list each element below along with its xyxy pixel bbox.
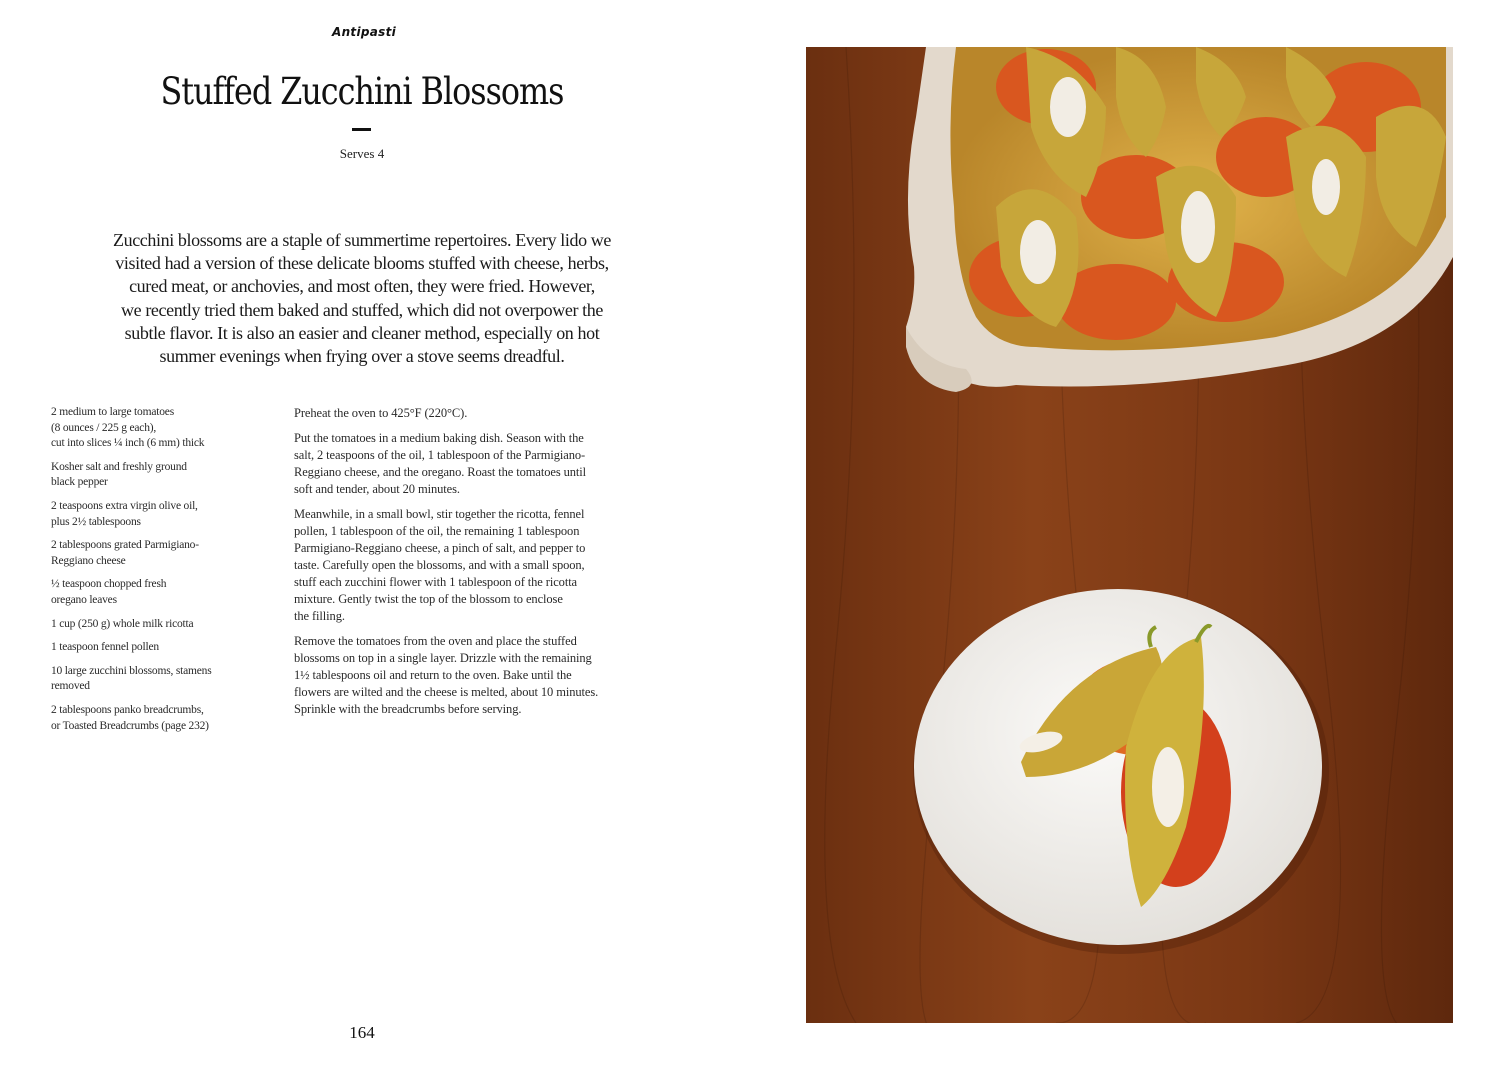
method-step [294,506,674,625]
method-step [294,405,674,422]
method-line: salt, 2 teaspoons of the oil, 1 tablespoon of the Parmigiano- [294,448,586,462]
method-line: Remove the tomatoes from the oven and place the stuffed [294,634,577,648]
intro-line: visited had a version of these delicate blooms stuffed with cheese, herbs, [115,253,609,274]
ingredient-item [51,405,271,452]
section-label: Antipasti [332,25,397,39]
intro-line: Zucchini blossoms are a staple of summertime repertoires. Every lido we [113,230,611,250]
method-line: Meanwhile, in a small bowl, stir together the ricotta, fennel [294,507,585,521]
recipe-title: Stuffed Zucchini Blossoms [160,70,564,113]
ingredient-line: cut into slices ¼ inch (6 mm) thick [51,437,205,450]
ingredient-line: black pepper [51,476,108,489]
ingredient-line: removed [51,680,90,693]
method-line: Preheat the oven to 425°F (220°C). [294,406,468,420]
ingredient-line: 1 teaspoon fennel pollen [51,641,159,654]
method-line: soft and tender, about 20 minutes. [294,482,460,496]
method-step [294,633,674,718]
method-line: Parmigiano-Reggiano cheese, a pinch of salt, and pepper to [294,541,586,555]
method-line: 1½ tablespoons oil and return to the oven. Bake until the [294,668,572,682]
intro-line: subtle flavor. It is also an easier and cleaner method, especially on hot [124,322,600,343]
method-line: blossoms on top in a single layer. Drizzle with the remaining [294,651,592,665]
method-line: stuff each zucchini flower with 1 tablespoon of the ricotta [294,575,578,589]
ingredient-item [51,460,271,491]
title-divider [352,128,371,131]
ingredient-line: 2 tablespoons panko breadcrumbs, [51,703,204,716]
method-line: pollen, 1 tablespoon of the oil, the remaining 1 tablespoon [294,524,580,538]
method-line: the filling. [294,609,345,623]
method-step [294,430,674,498]
ingredient-line: Kosher salt and freshly ground [51,460,187,473]
ingredient-line: (8 ounces / 225 g each), [51,421,157,434]
recipe-intro [90,229,634,368]
ingredient-line: oregano leaves [51,593,117,606]
ingredient-line: or Toasted Breadcrumbs (page 232) [51,719,209,732]
method-line: flowers are wilted and the cheese is melted, about 10 minutes. [294,685,599,699]
intro-line: summer evenings when frying over a stove seems dreadful. [159,346,565,367]
ingredient-line: 2 tablespoons grated Parmigiano- [51,539,199,552]
ingredient-list [51,405,271,742]
method-line: Reggiano cheese, and the oregano. Roast the tomatoes until [294,465,587,479]
intro-line: we recently tried them baked and stuffed, which did not overpower the [121,299,603,320]
method-steps [294,405,674,726]
ingredient-item [51,499,271,530]
ingredient-line: 2 medium to large tomatoes [51,406,174,418]
ingredient-item [51,664,271,695]
ingredient-item [51,577,271,608]
ingredient-item [51,640,271,656]
ingredient-line: plus 2½ tablespoons [51,515,141,528]
ingredient-item [51,703,271,734]
serving-plate [913,589,1329,954]
method-line: Sprinkle with the breadcrumbs before serving. [294,702,522,716]
page-number: 164 [349,1023,375,1042]
ingredient-item [51,538,271,569]
serves-label: Serves 4 [339,146,385,161]
ingredient-line: Reggiano cheese [51,554,126,567]
intro-line: cured meat, or anchovies, and most often, they were fried. However, [129,276,595,297]
ingredient-line: ½ teaspoon chopped fresh [51,578,167,591]
ingredient-line: 10 large zucchini blossoms, stamens [51,664,212,677]
ingredient-item [51,617,271,633]
method-line: Put the tomatoes in a medium baking dish. Season with the [294,431,584,445]
method-line: mixture. Gently twist the top of the blossom to enclose [294,592,563,606]
ingredient-line: 1 cup (250 g) whole milk ricotta [51,617,194,630]
method-line: taste. Carefully open the blossoms, and with a small spoon, [294,558,585,572]
ingredient-line: 2 teaspoons extra virgin olive oil, [51,499,198,512]
recipe-photo [806,47,1453,1023]
